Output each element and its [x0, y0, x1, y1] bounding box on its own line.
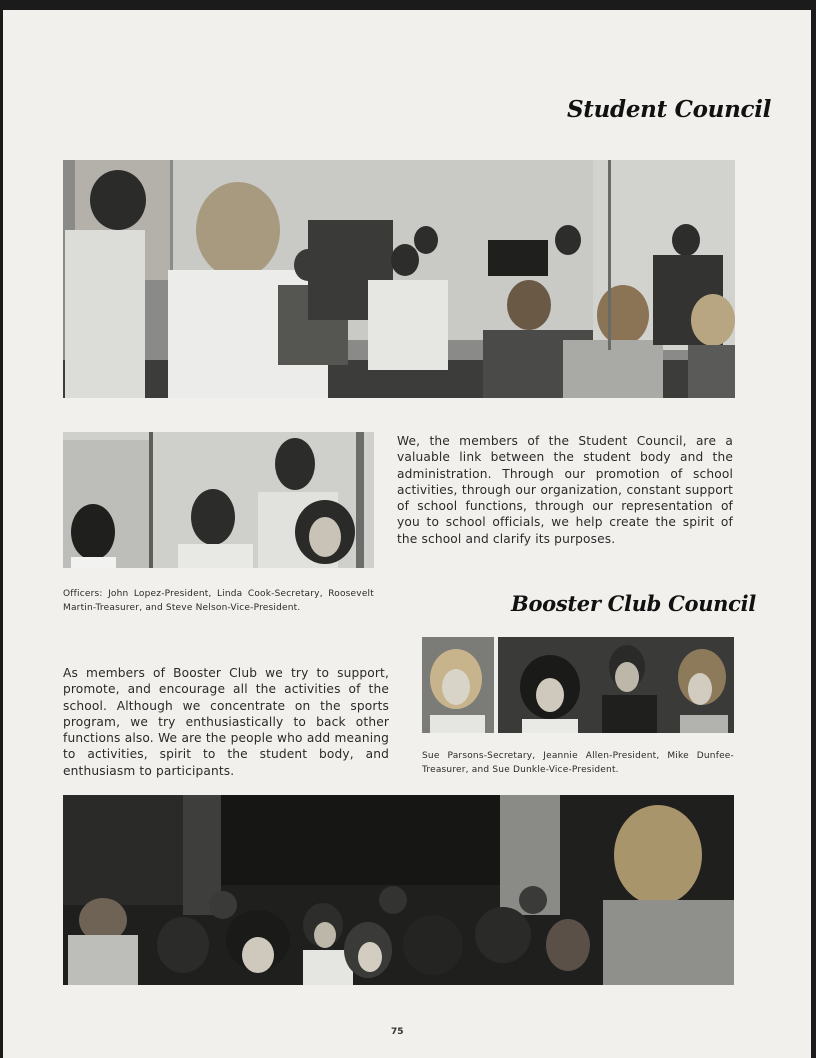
student-council-heading: Student Council	[567, 96, 772, 123]
booster-club-caption: Sue Parsons-Secretary, Jeannie Allen-President, Mike Dunfee-Treasurer, and Sue Dunkle-Vice-President.	[422, 751, 734, 775]
officers-caption: Officers: John Lopez-President, Linda Cook-Secretary, Roosevelt Martin-Treasurer, and Steve Nelson-Vice-President.	[63, 589, 374, 613]
officers-photo	[63, 432, 374, 568]
assembly-photo	[63, 795, 734, 985]
student-council-description: We, the members of the Student Council, are a valuable link between the student body and the administration. Through our promotion of school activities, through our organization, constant support of school functions, through our representation of you to school officials, we help create the spirit of the school and clarify its purposes.	[397, 434, 733, 546]
page-number: 75	[391, 1027, 404, 1037]
booster-club-description: As members of Booster Club we try to support, promote, and encourage all the activities of the school. Although we concentrate on the sports program, we try enthusiastically to back other functions also. We are the people who add meaning to activities, spirit to the student body, and enthusiasm to participants.	[63, 666, 389, 778]
yearbook-page	[3, 10, 811, 1058]
booster-club-officers-photo	[422, 637, 734, 733]
booster-club-council-heading: Booster Club Council	[511, 591, 756, 616]
student-council-meeting-photo	[63, 160, 735, 398]
